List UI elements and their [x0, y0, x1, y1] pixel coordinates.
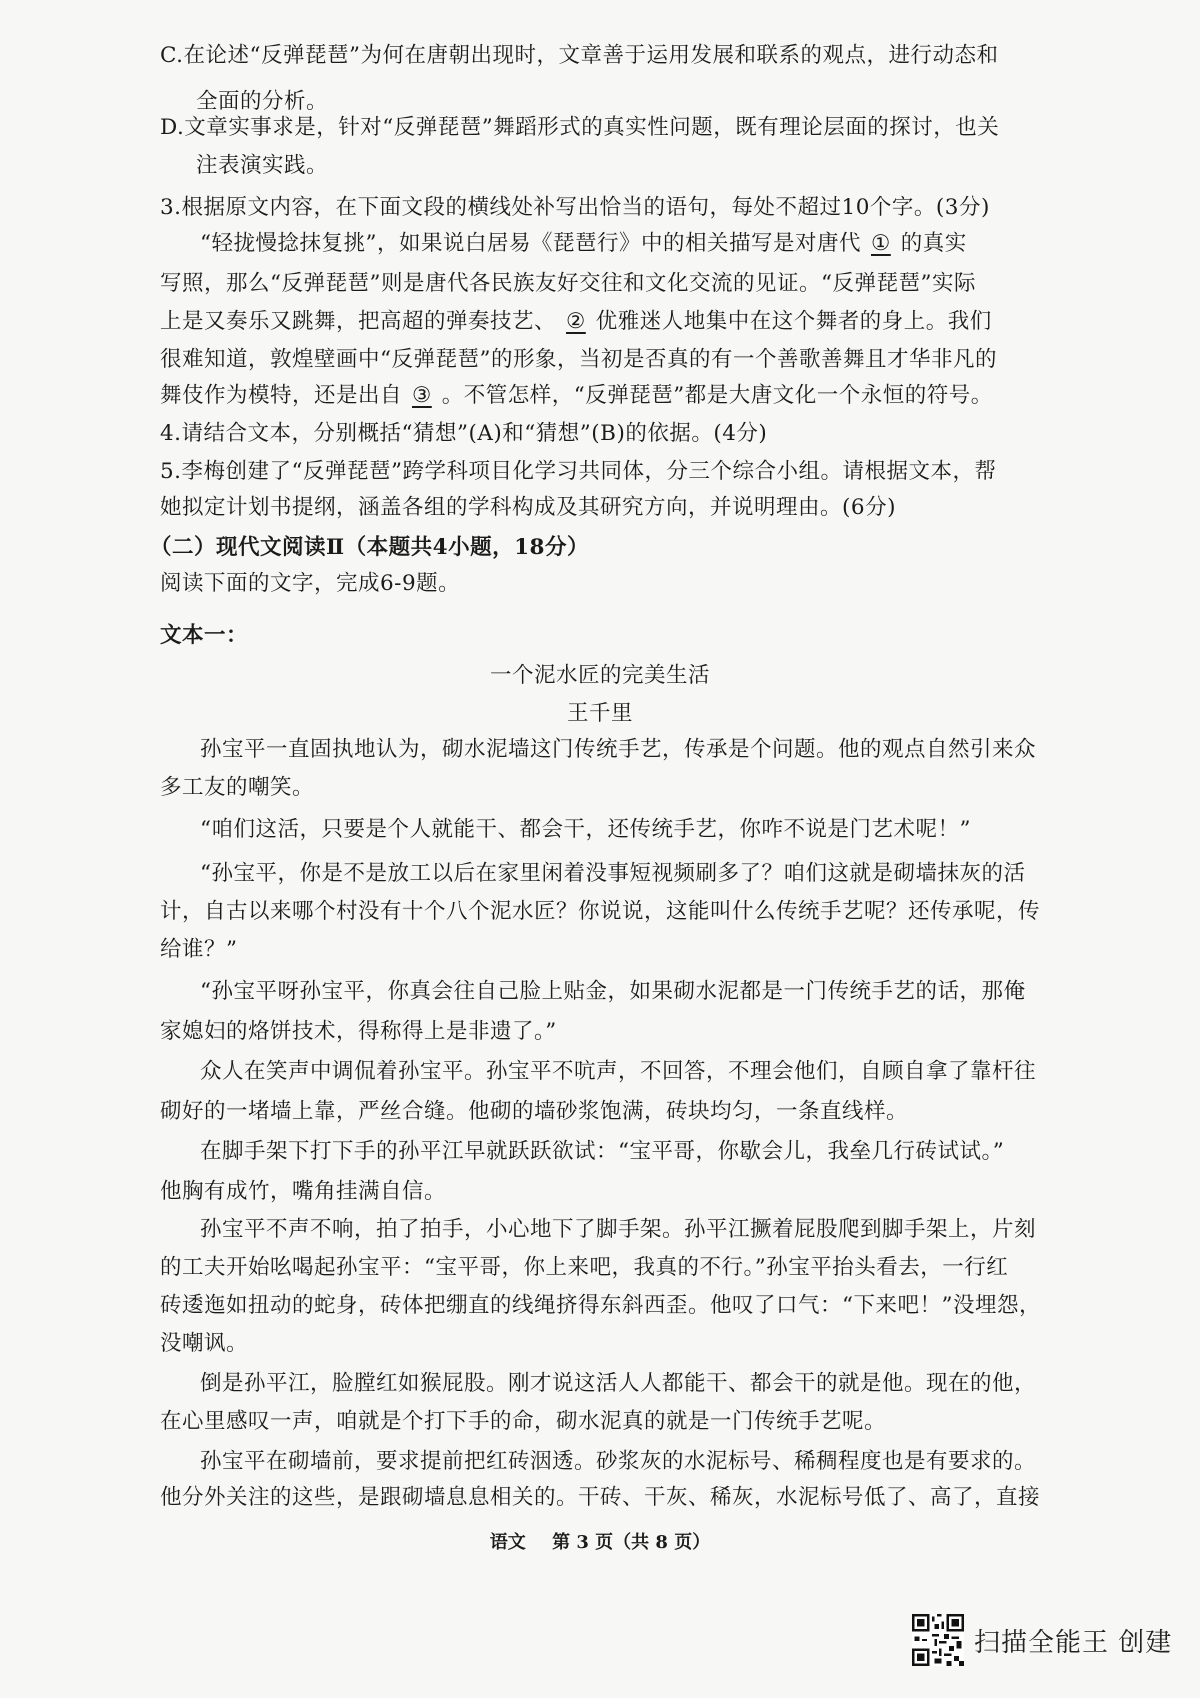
- body-line: 孙宝平一直固执地认为，砌水泥墙这门传统手艺，传承是个问题。他的观点自然引来众: [200, 737, 1037, 762]
- body-line: “孙宝平呀孙宝平，你真会往自己脸上贴金，如果砌水泥都是一门传统手艺的话，那俺: [200, 979, 1026, 1004]
- article-author: 王千里: [566, 701, 633, 726]
- footer-page-number: 第 3 页（共 8 页）: [552, 1532, 711, 1553]
- body-line: 多工友的嘲笑。: [160, 775, 315, 800]
- body-line: 砌好的一堵墙上靠，严丝合缝。他砌的墙砂浆饱满，砖块均匀，一条直线样。: [160, 1099, 909, 1124]
- blank-3: ③: [412, 383, 432, 408]
- blank-1: ①: [871, 231, 891, 256]
- question-3-passage-line1: “轻拢慢捻抹复挑”，如果说白居易《琵琶行》中的相关描写是对唐代 ① 的真实: [200, 222, 1100, 266]
- body-line: 众人在笑声中调侃着孙宝平。孙宝平不吭声，不回答，不理会他们，自顾自拿了靠杆往: [200, 1059, 1037, 1084]
- body-line: 给谁？”: [160, 937, 238, 962]
- question-3-passage-line5: 舞伎作为模特，还是出自 ③ 。不管怎样，“反弹琵琶”都是大唐文化一个永恒的符号。: [160, 374, 1100, 418]
- body-line: 砖逶迤如扭动的蛇身，砖体把绷直的线绳挤得东斜西歪。他叹了口气：“下来吧！”没埋怨，: [160, 1293, 1041, 1318]
- body-line: 在心里感叹一声，咱就是个打下手的命，砌水泥真的就是一门传统手艺呢。: [160, 1409, 887, 1434]
- option-c-line1: C.在论述“反弹琵琶”为何在唐朝出现时，文章善于运用发展和联系的观点，进行动态和: [160, 43, 999, 68]
- option-c-line2: 全面的分析。: [196, 89, 329, 114]
- question-3-stem: 3.根据原文内容，在下面文段的横线处补写出恰当的语句，每处不超过10个字。(3分): [160, 195, 990, 220]
- body-line: 家媳妇的烙饼技术，得称得上是非遗了。”: [160, 1019, 557, 1044]
- question-3-passage-line2: 写照，那么“反弹琵琶”则是唐代各民族友好交往和文化交流的见证。“反弹琵琶”实际: [160, 271, 976, 296]
- section-heading: （二）现代文阅读Ⅱ（本题共4小题，18分）: [150, 535, 590, 560]
- option-d-line1: D.文章实事求是，针对“反弹琵琶”舞蹈形式的真实性问题，既有理论层面的探讨，也关: [160, 115, 1000, 140]
- qr-code-icon: [912, 1614, 964, 1666]
- question-5-line2: 她拟定计划书提纲，涵盖各组的学科构成及其研究方向，并说明理由。(6分): [160, 495, 896, 520]
- question-3-passage-line4: 很难知道，敦煌壁画中“反弹琵琶”的形象，当初是否真的有一个善歌善舞且才华非凡的: [160, 347, 997, 372]
- body-line: 倒是孙平江，脸膛红如猴屁股。刚才说这活人人都能干、都会干的就是他。现在的他，: [200, 1371, 1037, 1396]
- body-line: “孙宝平，你是不是放工以后在家里闲着没事短视频刷多了？咱们这就是砌墙抹灰的活: [200, 861, 1026, 886]
- body-line: 孙宝平在砌墙前，要求提前把红砖洇透。砂浆灰的水泥标号、稀稠程度也是有要求的。: [200, 1449, 1037, 1474]
- question-4: 4.请结合文本，分别概括“猜想”(A)和“猜想”(B)的依据。(4分): [160, 421, 768, 446]
- body-line: 计，自古以来哪个村没有十个八个泥水匠？你说说，这能叫什么传统手艺呢？还传承呢，传: [160, 899, 1041, 924]
- body-line: 他胸有成竹，嘴角挂满自信。: [160, 1179, 447, 1204]
- body-line: 孙宝平不声不响，拍了拍手，小心地下了脚手架。孙平江撅着屁股爬到脚手架上，片刻: [200, 1217, 1037, 1242]
- page-footer: [0, 1528, 1200, 1554]
- body-line: 在脚手架下打下手的孙平江早就跃跃欲试：“宝平哥，你歇会儿，我垒几行砖试试。”: [200, 1139, 1005, 1164]
- body-line: “咱们这活，只要是个人就能干、都会干，还传统手艺，你咋不说是门艺术呢！”: [200, 817, 971, 842]
- article-title: 一个泥水匠的完美生活: [489, 663, 710, 688]
- footer-subject: 语文: [489, 1532, 526, 1553]
- body-line: 没嘲讽。: [160, 1331, 249, 1356]
- question-5-line1: 5.李梅创建了“反弹琵琶”跨学科项目化学习共同体，分三个综合小组。请根据文本，帮: [160, 459, 997, 484]
- watermark-text: 扫描全能王 创建: [974, 1627, 1173, 1658]
- text-one-label: 文本一：: [160, 623, 249, 648]
- option-d-line2: 注表演实践。: [196, 153, 329, 178]
- body-line: 的工夫开始吆喝起孙宝平：“宝平哥，你上来吧，我真的不行。”孙宝平抬头看去，一行红: [160, 1255, 1009, 1280]
- scanner-watermark: [912, 1610, 1172, 1670]
- reading-instruction: 阅读下面的文字，完成6-9题。: [160, 571, 461, 596]
- body-line: 他分外关注的这些，是跟砌墙息息相关的。干砖、干灰、稀灰，水泥标号低了、高了，直接: [160, 1485, 1041, 1510]
- question-3-passage-line3: 上是又奏乐又跳舞，把高超的弹奏技艺、 ② 优雅迷人地集中在这个舞者的身上。我们: [160, 300, 1100, 344]
- blank-2: ②: [566, 309, 586, 334]
